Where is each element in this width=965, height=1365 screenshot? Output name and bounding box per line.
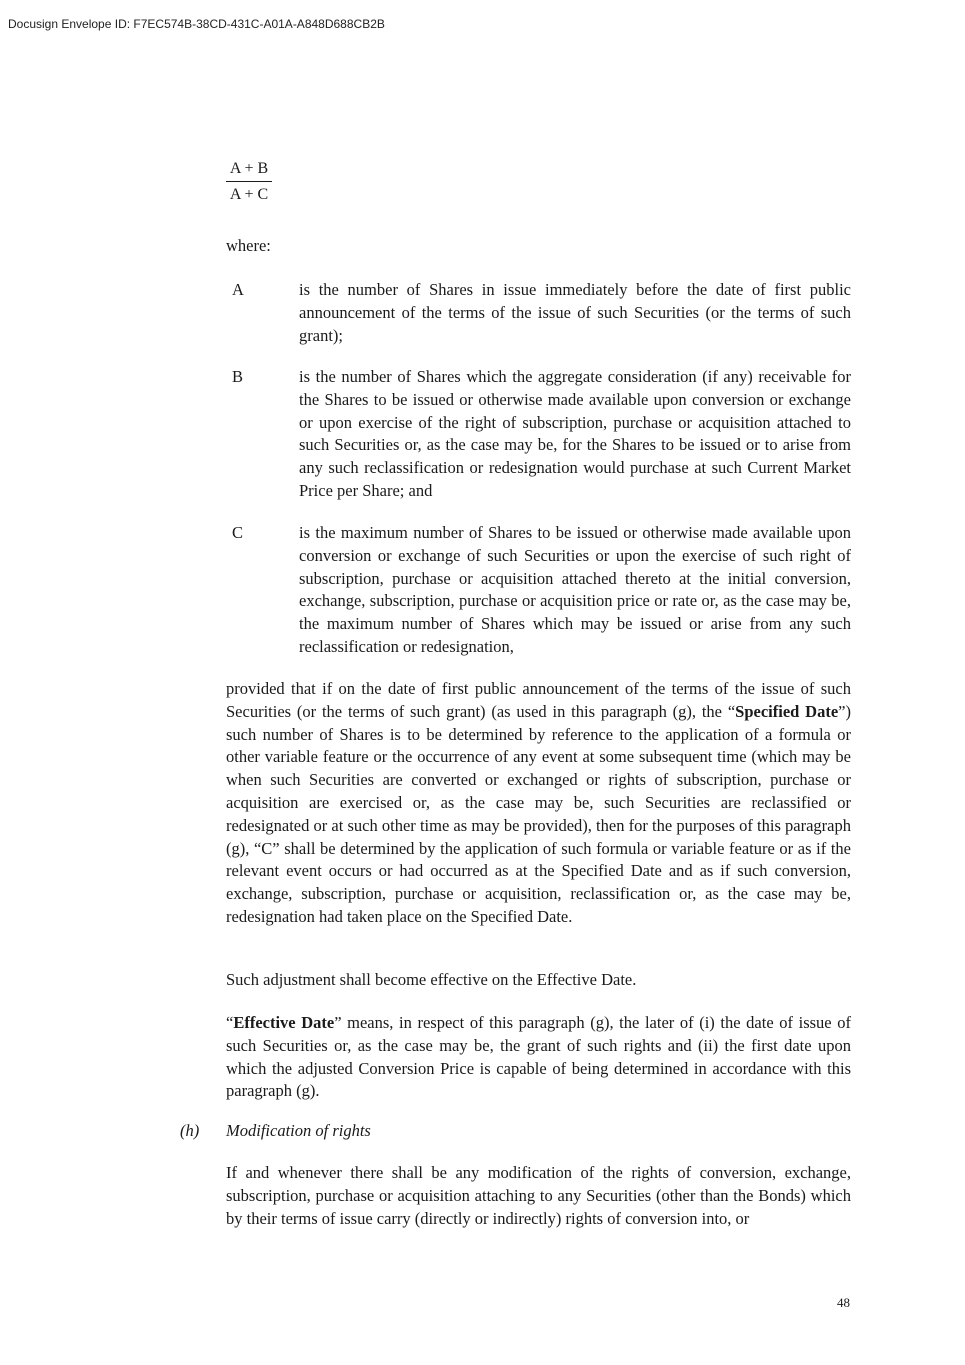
definition-text: is the number of Shares which the aggregate consideration (if any) receivable for the Shares to be issued or otherwise made available upon conversion or exchange or upon exercise of the right of subscription, purchase or acquisition attached to such Securities or, as the case may be, for the Shares to be issued or to arise from any such reclassification or redesignation would purchase at such Current Market Price per Share; and: [299, 367, 851, 500]
formula-denominator: A + C: [229, 186, 269, 203]
effective-date-term: Effective Date: [233, 1013, 335, 1032]
section-h-paragraph: [226, 1162, 851, 1230]
definition-c: [226, 522, 851, 659]
definition-text: is the number of Shares in issue immediately before the date of first public announcement of the terms of the issue of such Securities (or the terms of such grant);: [299, 280, 851, 345]
envelope-id: Docusign Envelope ID: F7EC574B-38CD-431C-A01A-A848D688CB2B: [8, 17, 385, 31]
effective-sentence-text: Such adjustment shall become effective on the Effective Date.: [226, 970, 637, 989]
where-label: where:: [226, 236, 271, 255]
definition-letter: C: [232, 523, 244, 542]
section-h-title: Modification of rights: [226, 1121, 371, 1140]
definition-a: [226, 279, 851, 347]
proviso-text-1: provided that if on the date of first public announcement of the terms of the issue of such Securities (or the terms of such grant) (as used in this paragraph (g), the “: [226, 679, 851, 721]
page-number: 48: [837, 1295, 850, 1310]
effective-date-text: ” means, in respect of this paragraph (g), the later of (i) the date of issue of such Securities or, as the case may be, the grant of such rights and (ii) the first date upon which the adjusted Conversion Price is capable of being determined in accordance with this paragraph (g).: [226, 1013, 851, 1101]
section-h-number: (h): [180, 1121, 200, 1140]
definition-letter: B: [232, 367, 244, 386]
definition-letter: A: [232, 280, 244, 299]
formula-fraction: [226, 160, 272, 204]
specified-date-term: Specified Date: [735, 701, 839, 721]
effective-date-definition: [226, 1012, 851, 1103]
definition-text: is the maximum number of Shares to be issued or otherwise made available upon conversion or exchange of such Securities or upon the exercise of such right of subscription, purchase or acquisition attached thereto at the initial conversion, exchange, subscription, purchase or acquisition price or rate or, as the case may be, the maximum number of Shares which may be issued or arise from any such reclassification or redesignation,: [299, 523, 851, 656]
section-h-text: If and whenever there shall be any modification of the rights of conversion, exchange, subscription, purchase or acquisition attaching to any Securities (other than the Bonds) which by their terms of issue carry (directly or indirectly) rights of conversion into, or: [226, 1163, 851, 1228]
open-quote: “: [226, 1013, 234, 1032]
proviso-paragraph: [226, 678, 851, 929]
formula-numerator: A + B: [226, 160, 272, 182]
proviso-text-2: ”) such number of Shares is to be determined by reference to the application of a formula or other variable feature or the occurrence of any event at some subsequent time (which may be when such Securities are converted or exchanged or rights of subscription, purchase or acquisition are exercised or, as the case may be, such Securities are reclassified or redesignated or at such other time as may be provided), then for the purposes of this paragraph (g), “C” shall be determined by the application of such formula or variable feature or as if the relevant event occurs or had occurred as at the Specified Date and as if such conversion, exchange, subscription, purchase or acquisition, reclassification or, as the case may be, redesignation had taken place on the Specified Date.: [226, 701, 851, 926]
effective-sentence: [226, 969, 851, 992]
definition-b: [226, 366, 851, 503]
